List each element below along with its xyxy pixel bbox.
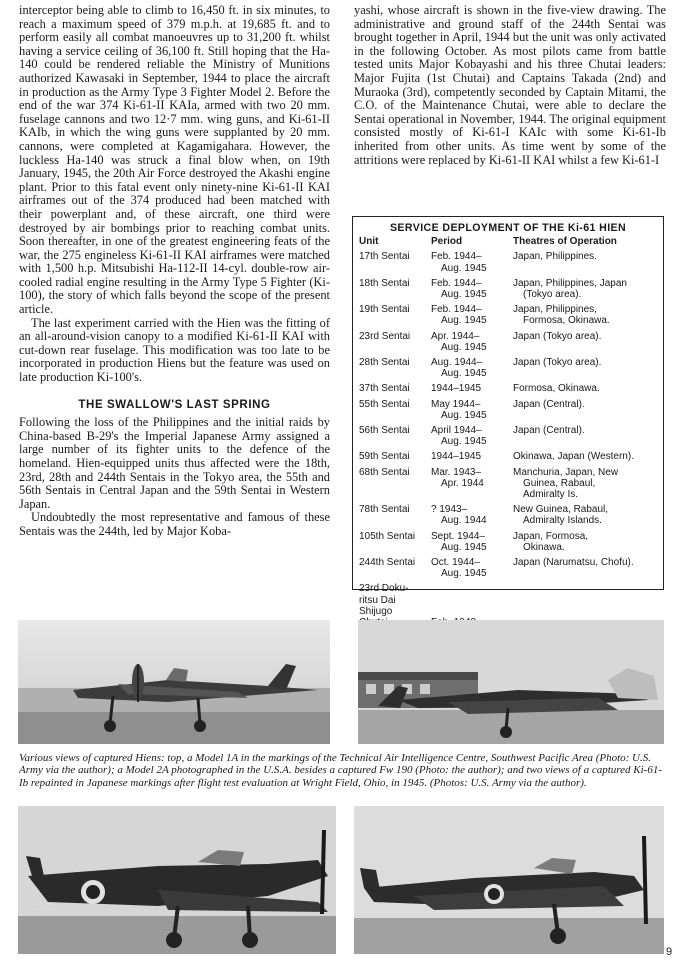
- paragraph: yashi, whose aircraft is shown in the five-view drawing. The administrative and ground staff of the 244th Sentai was brought together in April, 1944 but the unit was only activated in the following October. As most pilots came from battle tested units Major Kobayashi and his three Chutai leaders: Major Fujita (1st Chutai) and Captains Takada (2nd) and Muraoka (3rd), competently seconded by Captain Mitami, the C.O. of the Maintenance Chutai, were able to declare the Sentai operational in November, 1944. The original equipment consisted mostly of Ki-61-I KAIc with some Ki-61-Ib inherited from other units. As time went by some of the attritions were replaced by Ki-61-II KAI whilst a few Ki-61-I: [354, 3, 666, 167]
- aircraft-illustration: [18, 620, 330, 744]
- table-row: [359, 504, 657, 526]
- unit-cell: 17th Sentai: [359, 251, 410, 263]
- aircraft-illustration: [354, 806, 664, 954]
- period-cell: [431, 383, 513, 394]
- table-row: [359, 357, 657, 379]
- period-line: Aug. 1945: [441, 409, 487, 421]
- column-header-unit: Unit: [359, 236, 379, 248]
- period-line: Aug. 1945: [441, 368, 487, 380]
- aircraft-illustration: [18, 806, 336, 954]
- theatre-cell: [513, 399, 657, 421]
- service-deployment-table: [352, 216, 664, 617]
- period-line: Aug. 1944: [441, 515, 487, 527]
- table-row: [359, 399, 657, 421]
- period-line: Sept. 1944–: [431, 530, 485, 542]
- period-line: Oct. 1944–: [431, 557, 480, 569]
- paragraph: Undoubtedly the most representative and famous of these Sentais was the 244th, led by Major Koba-: [19, 510, 330, 538]
- theatre-cell: [513, 557, 657, 579]
- theatre-cell: [513, 425, 657, 447]
- table-row: [359, 278, 657, 300]
- theatre-line: Japan (Tokyo area).: [513, 330, 602, 342]
- right-column: [354, 4, 666, 167]
- period-line: Aug. 1945: [441, 436, 487, 448]
- period-cell: [431, 467, 513, 501]
- unit-line: ritsu Dai: [359, 594, 396, 606]
- unit-cell: 37th Sentai: [359, 383, 410, 395]
- aircraft-illustration: [358, 620, 664, 744]
- table-row: [359, 331, 657, 353]
- theatre-line: New Guinea, Rabaul,: [513, 504, 609, 516]
- theatre-cell: [513, 531, 657, 553]
- period-line: Aug. 1945: [441, 262, 487, 274]
- fuselage-code: 263: [38, 902, 54, 912]
- period-line: Mar. 1943–: [431, 466, 482, 478]
- photo-hien-model-2a: [358, 620, 664, 744]
- unit-cell: 19th Sentai: [359, 304, 410, 316]
- theatre-line: Okinawa.: [523, 541, 565, 553]
- unit-cell: 105th Sentai: [359, 530, 416, 542]
- table-row: [359, 383, 657, 394]
- unit-cell: 68th Sentai: [359, 466, 410, 478]
- period-line: April 1944–: [431, 425, 482, 437]
- period-cell: [431, 278, 513, 300]
- table-row: [359, 425, 657, 447]
- column-header-period: Period: [431, 236, 463, 248]
- theatre-cell: [513, 331, 657, 353]
- period-cell: [431, 451, 513, 462]
- theatre-line: Admiralty Is.: [523, 489, 579, 501]
- period-line: May 1944–: [431, 398, 481, 410]
- unit-cell: 78th Sentai: [359, 504, 410, 516]
- unit-cell: 55th Sentai: [359, 398, 410, 410]
- period-line: Feb. 1944–: [431, 304, 482, 316]
- period-line: 1944–1945: [431, 451, 482, 463]
- theatre-line: Guinea, Rabaul,: [523, 477, 596, 489]
- paragraph: interceptor being able to climb to 16,450 ft. in six minutes, to reach a maximum speed of 379 m.p.h. at 19,685 ft. and to perform easily all combat manoeuvres up to 31,200 ft. whilst having a service ceiling of 36,100 ft. Still hoping that the Ha-140 could be rendered reliable the Ministry of Munitions authorized Kawasaki in September, 1944 to place the aircraft in production as the Army Type 3 Fighter Model 2. Before the end of the war 374 Ki-61-II KAIa, armed with two 20 mm. fuselage cannons and two 12·7 mm. wing guns, and Ki-61-II KAIb, in which the wing guns were supplanted by 20 mm. cannons, were completed at Kagamigahara. However, the luckless Ha-140 was struck a final blow when, on 19th January, 1945, the 20th Air Force destroyed the Akashi engine plant. Prior to this fatal event only ninety-nine Ki-61-II KAI airframes out of the 374 produced had been matched with their powerplant and, of these aircraft, one third were destroyed by air bombings prior to reaching combat units. Soon thereafter, in one of the greatest engineering feats of the war, the 275 engineless Ki-61-II KAI airframes were matched with 1,500 h.p. Mitsubishi Ha-112-II 14-cyl. double-row air-cooled radial engine resulting in the Army Type 5 Fighter (Ki-100), the story of which falls beyond the scope of the present article.: [19, 3, 330, 317]
- photo-caption: Various views of captured Hiens: top, a Model 1A in the markings of the Technical Air Intelligence Centre, Southwest Pacific Area (Photo: U.S. Army via the author); a Model 2A photographed in the U.S.A. besides a captured Fw 190 (Photo: the author); and two views of a captured Ki-61-Ib repainted in Japanese markings after flight test evaluation at Wright Field, Ohio, in 1945. (Photos: U.S. Army via the author).: [19, 752, 663, 789]
- table-row: [359, 304, 657, 326]
- left-column: [19, 4, 330, 539]
- theatre-cell: [513, 504, 657, 526]
- theatre-line: (Tokyo area).: [523, 289, 582, 301]
- table-row: [359, 467, 657, 501]
- theatre-line: Japan, Philippines.: [513, 251, 597, 263]
- period-line: Apr. 1944: [441, 477, 484, 489]
- theatre-cell: [513, 251, 657, 273]
- theatre-line: Okinawa, Japan (Western).: [513, 451, 634, 463]
- table-row: [359, 451, 657, 462]
- theatre-cell: [513, 304, 657, 326]
- theatre-cell: [513, 467, 657, 501]
- period-line: Aug. 1945: [441, 541, 487, 553]
- period-line: Aug. 1945: [441, 289, 487, 301]
- theatre-line: Japan (Narumatsu, Chofu).: [513, 557, 634, 569]
- theatre-cell: [513, 451, 657, 462]
- theatre-line: Japan (Tokyo area).: [513, 357, 602, 369]
- period-line: Aug. 1945: [441, 341, 487, 353]
- table-header-row: [359, 236, 657, 247]
- period-line: Feb. 1944–: [431, 277, 482, 289]
- theatre-line: Formosa, Okinawa.: [513, 383, 600, 395]
- period-cell: [431, 331, 513, 353]
- theatre-line: Manchuria, Japan, New: [513, 466, 619, 478]
- table-row: [359, 557, 657, 579]
- unit-line: 23rd Doku-: [359, 583, 409, 595]
- period-cell: [431, 399, 513, 421]
- unit-cell: 59th Sentai: [359, 451, 410, 463]
- theatre-line: Formosa, Okinawa.: [523, 315, 610, 327]
- period-line: Feb. 1944–: [431, 251, 482, 263]
- theatre-line: Japan, Formosa,: [513, 530, 589, 542]
- theatre-cell: [513, 383, 657, 394]
- section-heading: THE SWALLOW'S LAST SPRING: [78, 398, 271, 411]
- period-line: Apr. 1944–: [431, 330, 480, 342]
- photo-hien-model-1a: [18, 620, 330, 744]
- unit-cell: 28th Sentai: [359, 357, 410, 369]
- period-line: Aug. 1945: [441, 568, 487, 580]
- theatre-line: Admiralty Islands.: [523, 515, 602, 527]
- period-cell: [431, 251, 513, 273]
- column-header-theatres: Theatres of Operation: [513, 236, 617, 248]
- table-body: [359, 251, 657, 579]
- period-cell: [431, 531, 513, 553]
- period-cell: [431, 504, 513, 526]
- unit-line: Shijugo: [359, 605, 393, 617]
- theatre-line: Japan, Philippines, Japan: [513, 277, 627, 289]
- period-cell: [431, 557, 513, 579]
- photo-ki-61-ib-front-quarter: [18, 806, 336, 954]
- paragraph: Following the loss of the Philippines and the initial raids by China-based B-29's the Imperial Japanese Army assigned a large number of its fighter units to the defence of the homeland. Hien-equipped units thus affected were the 18th, 23rd, 28th and 244th Sentais in the Tokyo area, the 55th and 56th Sentais in Central Japan and the 59th Sentai in Western Japan.: [19, 415, 330, 511]
- unit-cell: 18th Sentai: [359, 277, 410, 289]
- theatre-cell: [513, 357, 657, 379]
- page-number: 9: [666, 946, 673, 958]
- table-row: [359, 251, 657, 273]
- theatre-cell: [513, 278, 657, 300]
- photo-ki-61-ib-side: [354, 806, 664, 954]
- theatre-line: Japan, Philippines,: [513, 304, 597, 316]
- table-row: [359, 531, 657, 553]
- period-cell: [431, 357, 513, 379]
- unit-cell: 244th Sentai: [359, 557, 416, 569]
- period-cell: [431, 304, 513, 326]
- table-title: SERVICE DEPLOYMENT OF THE Ki-61 HIEN: [389, 222, 627, 234]
- unit-cell: 23rd Sentai: [359, 330, 411, 342]
- period-line: ? 1943–: [431, 504, 468, 516]
- theatre-line: Japan (Central).: [513, 425, 585, 437]
- unit-cell: 56th Sentai: [359, 425, 410, 437]
- theatre-line: Japan (Central).: [513, 398, 585, 410]
- period-line: 1944–1945: [431, 383, 482, 395]
- period-line: Aug. 1944–: [431, 357, 483, 369]
- paragraph: The last experiment carried with the Hien was the fitting of an all-around-vision canopy to a modified Ki-61-II KAI with cut-down rear fuselage. This modification was too late to be incorporated in production Hiens but the feature was used on late production Ki-100's.: [19, 315, 330, 385]
- period-line: Aug. 1945: [441, 315, 487, 327]
- period-cell: [431, 425, 513, 447]
